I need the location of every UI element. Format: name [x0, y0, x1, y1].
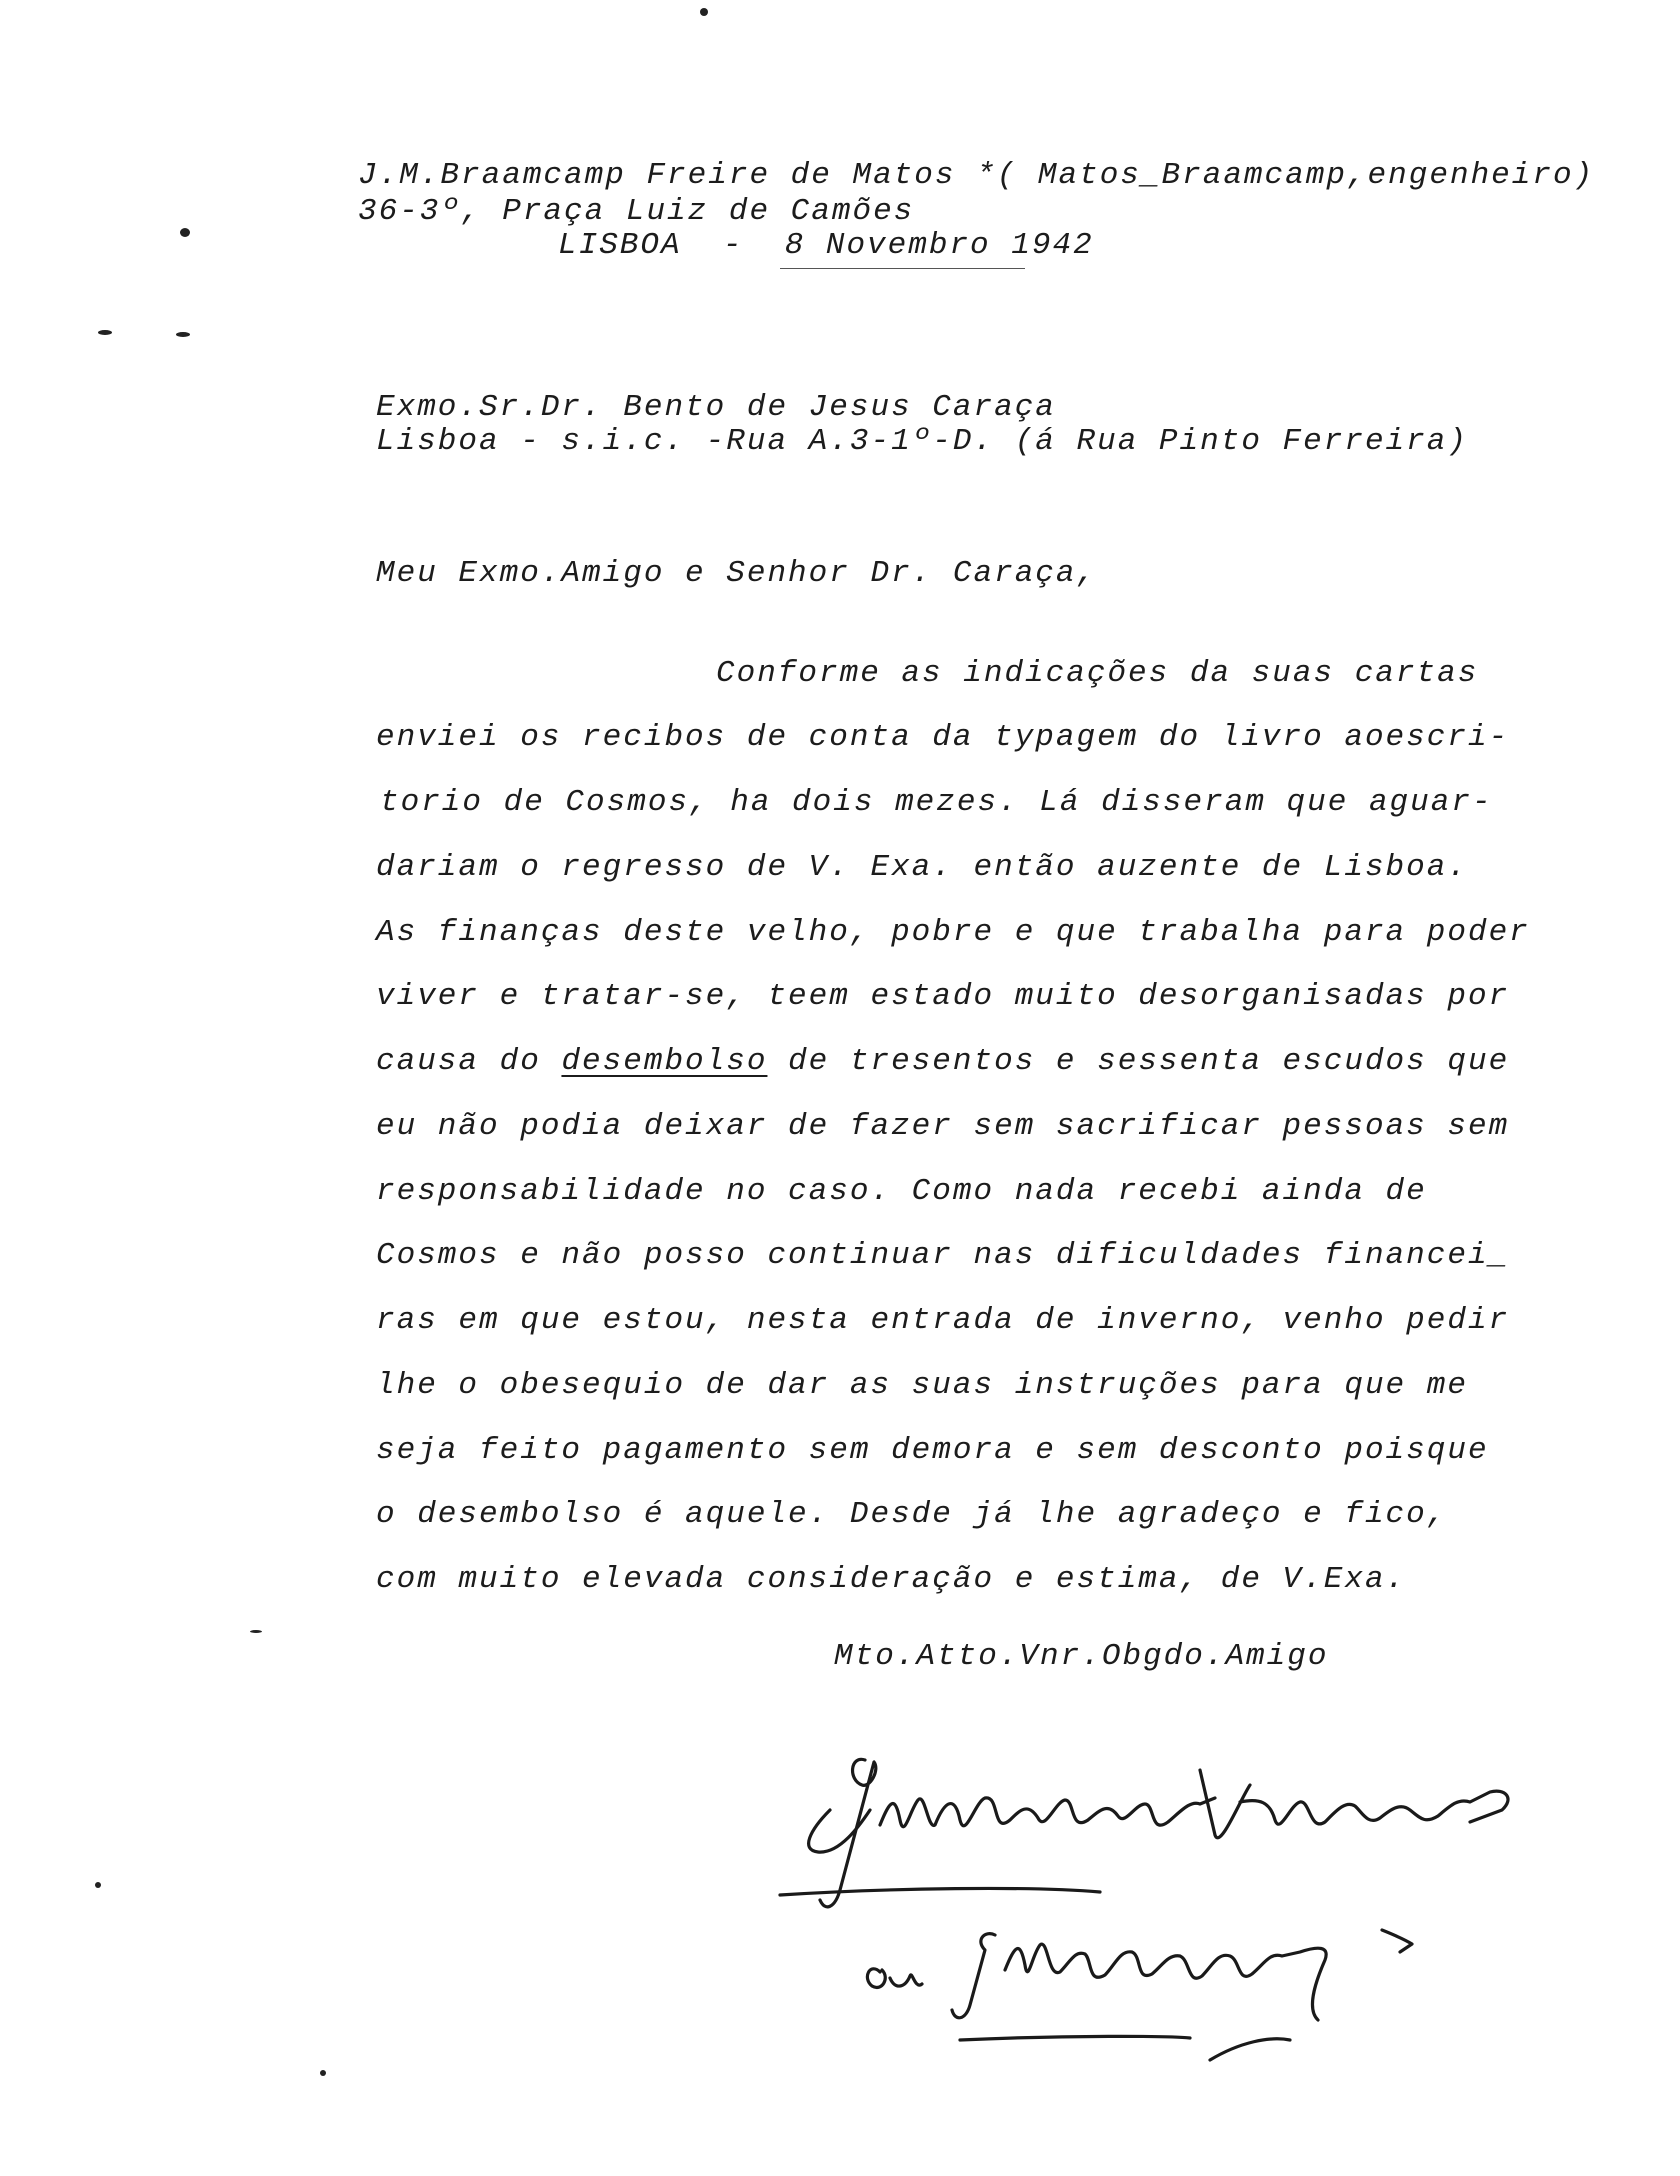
ink-speck [320, 2070, 326, 2076]
sender-name: J.M.Braamcamp Freire de Matos *( Matos_Braamcamp,engenheiro) [358, 158, 1595, 193]
recipient-address: Lisboa - s.i.c. -Rua A.3-1º-D. (á Rua Pinto Ferreira) [376, 424, 1468, 459]
ink-speck [176, 332, 190, 337]
body-text: causa do [376, 1044, 562, 1079]
body-line: lhe o obesequio de dar as suas instruções para que me [376, 1368, 1468, 1403]
ink-speck [95, 1882, 101, 1888]
body-line: As finanças deste velho, pobre e que trabalha para poder [376, 915, 1530, 950]
body-line: Cosmos e não posso continuar nas dificuldades financei_ [376, 1238, 1510, 1273]
handwritten-signature [770, 1740, 1570, 2070]
sender-address: 36-3º, Praça Luiz de Camões [358, 194, 915, 229]
closing: Mto.Atto.Vnr.Obgdo.Amigo [834, 1639, 1329, 1674]
ink-speck [98, 330, 112, 335]
date-underline [780, 268, 1025, 269]
body-line: enviei os recibos de conta da typagem do livro aoescri- [376, 720, 1510, 755]
body-line: com muito elevada consideração e estima, de V.Exa. [376, 1562, 1407, 1597]
ink-speck [180, 228, 190, 237]
body-text: de tresentos e sessenta escudos que [767, 1044, 1510, 1079]
underlined-word: desembolso [561, 1044, 768, 1079]
body-line: Conforme as indicações da suas cartas [716, 656, 1479, 691]
body-line: torio de Cosmos, ha dois mezes. Lá disseram que aguar- [380, 785, 1493, 820]
body-line: eu não podia deixar de fazer sem sacrificar pessoas sem [376, 1109, 1510, 1144]
body-line: o desembolso é aquele. Desde já lhe agradeço e fico, [376, 1497, 1448, 1532]
body-line [376, 1046, 1509, 1077]
body-line: seja feito pagamento sem demora e sem desconto poisque [376, 1433, 1489, 1468]
body-line: viver e tratar-se, teem estado muito desorganisadas por [376, 979, 1510, 1014]
ink-speck [250, 1630, 262, 1633]
place-and-date: LISBOA - 8 Novembro 1942 [558, 228, 1094, 263]
ink-speck [700, 8, 708, 16]
recipient-name: Exmo.Sr.Dr. Bento de Jesus Caraça [376, 390, 1056, 425]
body-line: responsabilidade no caso. Como nada recebi ainda de [376, 1174, 1427, 1209]
body-line: ras em que estou, nesta entrada de inverno, venho pedir [376, 1303, 1510, 1338]
body-line: dariam o regresso de V. Exa. então auzente de Lisboa. [376, 850, 1468, 885]
salutation: Meu Exmo.Amigo e Senhor Dr. Caraça, [376, 556, 1098, 591]
